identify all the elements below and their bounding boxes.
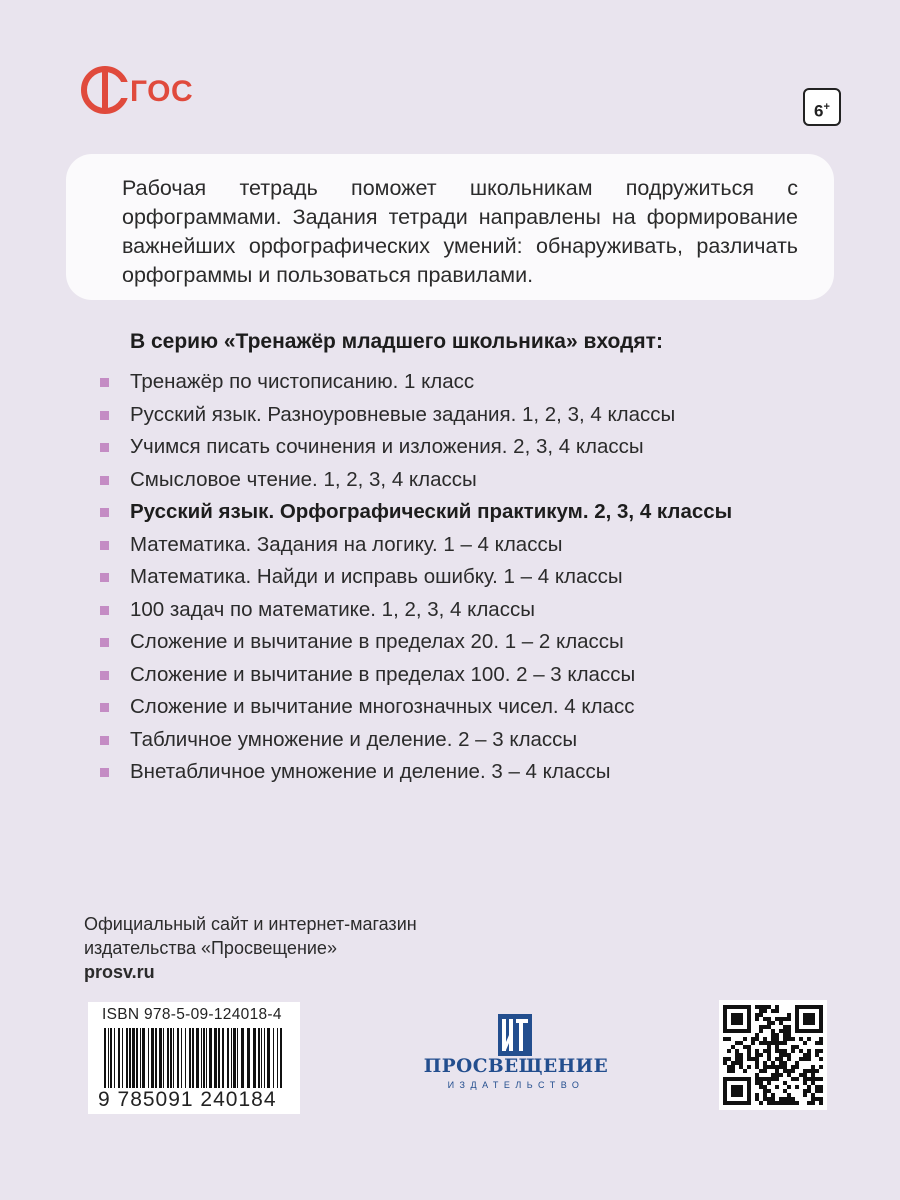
- series-item-label: Табличное умножение и деление. 2 – 3 классы: [130, 727, 578, 751]
- isbn-label: ISBN 978-5-09-124018-4: [102, 1006, 282, 1023]
- site-line-2: издательства «Просвещение»: [84, 938, 337, 958]
- qr-code-block[interactable]: [719, 1000, 827, 1110]
- bullet-icon: [100, 378, 109, 387]
- series-item: [100, 496, 732, 529]
- bullet-icon: [100, 476, 109, 485]
- description-box: [66, 154, 834, 300]
- series-item-label: Сложение и вычитание в пределах 20. 1 – 2 классы: [130, 630, 624, 653]
- bullet-icon: [100, 573, 109, 582]
- age-rating-value: 6: [814, 101, 824, 121]
- series-item: [100, 626, 732, 659]
- age-rating-badge: [803, 88, 841, 126]
- publisher-subtitle: ИЗДАТЕЛЬСТВО: [447, 1080, 585, 1090]
- barcode-icon: [102, 1028, 286, 1092]
- series-item: [100, 366, 732, 399]
- site-line-1: Официальный сайт и интернет-магазин: [84, 914, 417, 934]
- publisher-name: ПРОСВЕЩЕНИЕ: [423, 1056, 609, 1077]
- bullet-icon: [100, 703, 109, 712]
- logo-text: ГОС: [130, 75, 194, 108]
- bullet-icon: [100, 541, 109, 550]
- barcode-digits: 9 785091 240184: [98, 1088, 277, 1111]
- series-item-label: Русский язык. Орфографический практикум. 2, 3, 4 классы: [130, 500, 733, 523]
- bullet-icon: [100, 638, 109, 647]
- series-item: [100, 691, 732, 724]
- series-item: [100, 399, 732, 432]
- series-item-label: Учимся писать сочинения и изложения. 2, 3, 4 классы: [130, 435, 644, 458]
- series-item: [100, 724, 732, 757]
- series-item-label: Тренажёр по чистописанию. 1 класс: [130, 370, 475, 393]
- publisher-logo: [418, 1014, 614, 1094]
- series-item-label: 100 задач по математике. 1, 2, 3, 4 классы: [130, 597, 535, 621]
- age-rating-suffix: +: [823, 101, 830, 113]
- prosveshchenie-emblem-icon: [498, 1014, 532, 1056]
- series-item: [100, 756, 732, 789]
- site-url[interactable]: prosv.ru: [84, 962, 155, 982]
- qr-code-icon[interactable]: [723, 1005, 823, 1105]
- series-item-label: Внетабличное умножение и деление. 3 – 4 классы: [130, 760, 611, 783]
- bullet-icon: [100, 411, 109, 420]
- site-info: [84, 912, 417, 984]
- barcode-block: [88, 1002, 300, 1114]
- series-item: [100, 464, 732, 497]
- series-item-label: Математика. Найди и исправь ошибку. 1 – 4 классы: [130, 565, 623, 588]
- bullet-icon: [100, 768, 109, 777]
- series-list: [100, 366, 732, 789]
- series-item: [100, 659, 732, 692]
- series-item: [100, 529, 732, 562]
- bullet-icon: [100, 508, 109, 517]
- bullet-icon: [100, 736, 109, 745]
- fgos-logo: [78, 62, 194, 118]
- series-heading: В серию «Тренажёр младшего школьника» входят:: [130, 330, 663, 353]
- bullet-icon: [100, 606, 109, 615]
- series-item-label: Математика. Задания на логику. 1 – 4 классы: [130, 532, 563, 556]
- fgos-icon: [78, 62, 134, 118]
- series-item: [100, 561, 732, 594]
- series-item: [100, 431, 732, 464]
- series-item: [100, 594, 732, 627]
- description-text: Рабочая тетрадь поможет школьникам подружиться с орфограммами. Задания тетради направлены на формирование важнейших орфографических умений: обнаруживать, различать орфограммы и пользоваться правилами.: [122, 176, 798, 287]
- series-item-label: Сложение и вычитание многозначных чисел. 4 класс: [130, 695, 635, 718]
- series-item-label: Русский язык. Разноуровневые задания. 1, 2, 3, 4 классы: [130, 402, 676, 426]
- series-item-label: Сложение и вычитание в пределах 100. 2 – 3 классы: [130, 662, 636, 686]
- series-item-label: Смысловое чтение. 1, 2, 3, 4 классы: [130, 467, 477, 491]
- bullet-icon: [100, 671, 109, 680]
- bullet-icon: [100, 443, 109, 452]
